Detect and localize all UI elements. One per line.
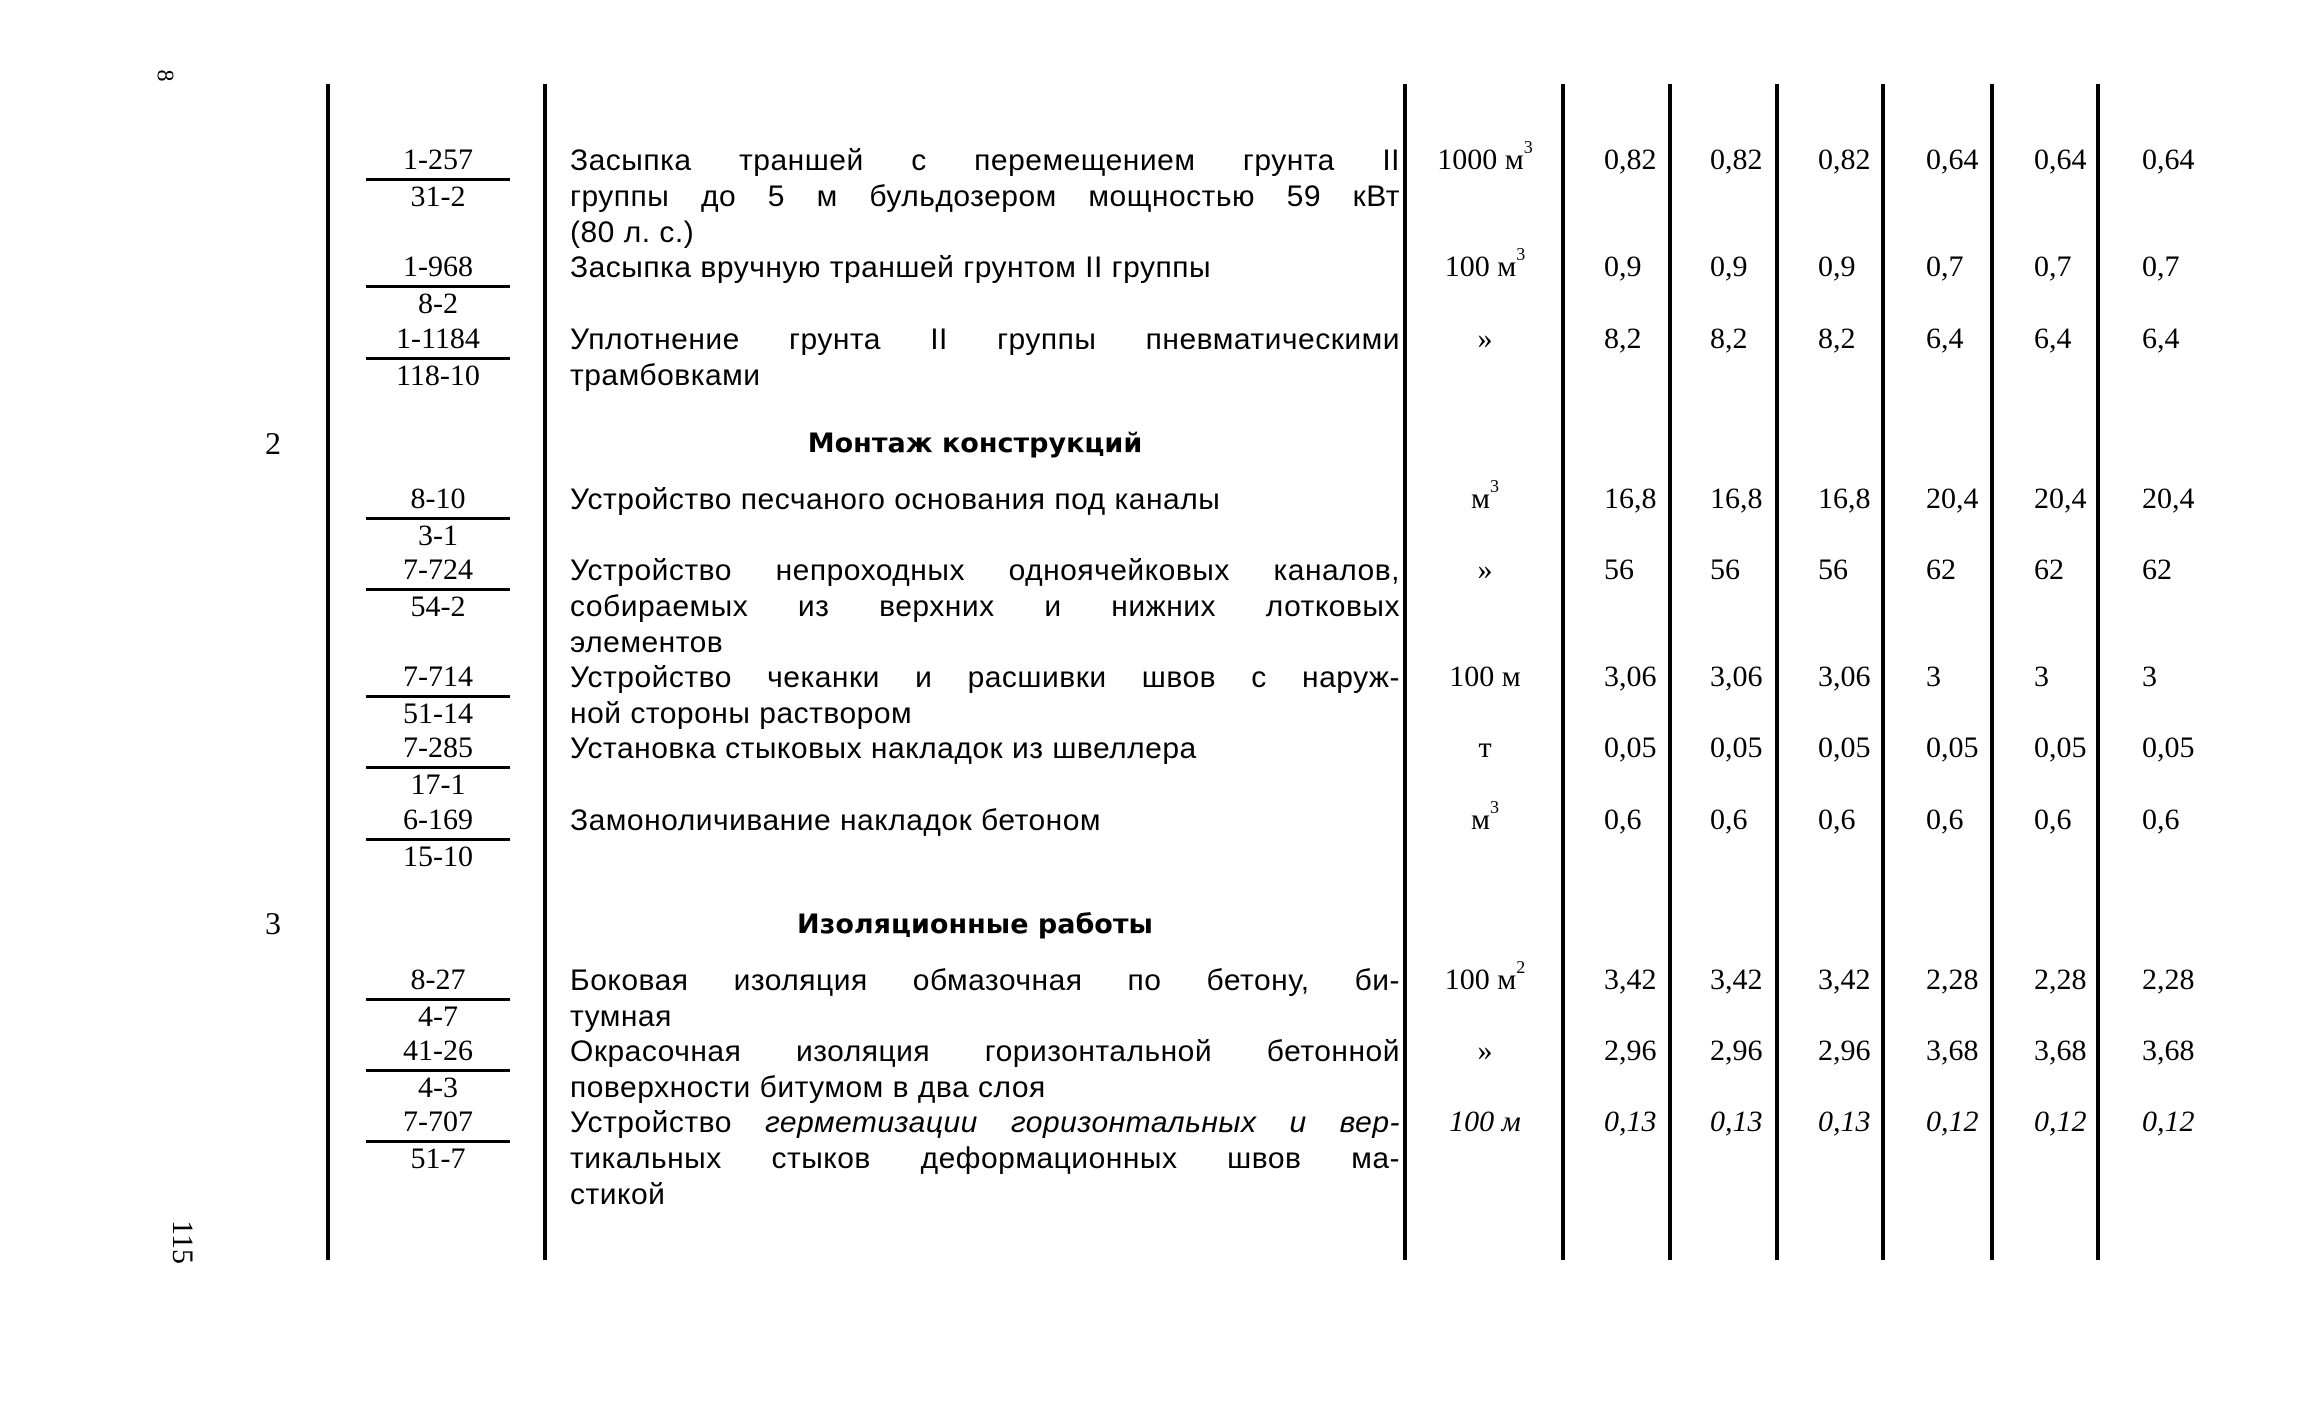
value-cell: 3,68 [2034, 1034, 2087, 1067]
value-cell: 3,42 [1604, 963, 1657, 996]
table-rule-desc [1403, 84, 1407, 1260]
value-cell: 0,6 [2034, 803, 2072, 836]
unit-label: 100 м [1444, 250, 1517, 283]
value-cell: 0,9 [1604, 250, 1642, 283]
value-cell: 0,12 [2142, 1105, 2195, 1138]
value-cell: 6,4 [1926, 322, 1964, 355]
value-cell: 0,9 [1710, 250, 1748, 283]
code-denominator: 31-2 [410, 180, 466, 213]
value-cell: 0,64 [1926, 143, 1979, 176]
unit-label: м [1471, 803, 1490, 836]
value-cell: 0,64 [2142, 143, 2195, 176]
desc-line: стикой [570, 1178, 666, 1211]
section-title: Изоляционные работы [797, 909, 1153, 940]
norm-code [366, 250, 510, 320]
value-cell: 20,4 [2142, 482, 2195, 515]
desc-line: Боковая изоляция обмазочная по бетону, би- [570, 964, 1400, 997]
unit [1408, 1105, 1562, 1139]
code-numerator: 1-968 [366, 250, 510, 288]
desc-line: Засыпка вручную траншей грунтом II группы [570, 251, 1212, 284]
work-description [570, 1034, 1400, 1106]
work-description [570, 143, 1400, 251]
value-cell: 0,82 [1818, 143, 1871, 176]
unit-label: » [1477, 322, 1493, 355]
desc-line: (80 л. с.) [570, 216, 695, 249]
code-denominator: 3-1 [418, 519, 458, 552]
unit-label: м [1471, 482, 1490, 515]
code-numerator: 1-1184 [366, 322, 510, 360]
work-description [570, 250, 1400, 286]
work-description [570, 482, 1400, 518]
desc-line: тумная [570, 1000, 672, 1033]
table-rule-v1 [1668, 84, 1672, 1260]
value-cell: 3 [2034, 660, 2049, 693]
code-numerator: 8-10 [366, 482, 510, 520]
work-description [570, 322, 1400, 394]
norm-code [366, 660, 510, 730]
value-cell: 0,12 [2034, 1105, 2087, 1138]
unit-label: 1000 м [1437, 143, 1524, 176]
norm-code [366, 963, 510, 1033]
code-numerator: 7-285 [366, 731, 510, 769]
unit [1408, 797, 1562, 837]
table-rule-v5 [2096, 84, 2100, 1260]
work-description [570, 803, 1400, 839]
desc-text-italic: герметизации горизонтальных и вер- [764, 1106, 1400, 1139]
unit [1408, 244, 1562, 284]
value-cell: 0,82 [1604, 143, 1657, 176]
unit-exponent: 2 [1516, 957, 1526, 977]
value-cell: 2,28 [2034, 963, 2087, 996]
norm-code [366, 803, 510, 873]
value-cell: 2,28 [1926, 963, 1979, 996]
desc-line: Устройство чеканки и расшивки швов с наруж- [570, 661, 1400, 694]
value-cell: 3,06 [1818, 660, 1871, 693]
value-cell: 0,05 [1604, 731, 1657, 764]
unit [1408, 322, 1562, 356]
unit [1408, 137, 1562, 177]
value-cell: 16,8 [1710, 482, 1763, 515]
desc-line: элементов [570, 626, 724, 659]
value-cell: 3,06 [1710, 660, 1763, 693]
desc-line: Устройство песчаного основания под каналы [570, 483, 1221, 516]
unit [1408, 553, 1562, 587]
desc-line: Устройство непроходных одноячейковых каналов, [570, 554, 1400, 587]
value-cell: 6,4 [2034, 322, 2072, 355]
value-cell: 56 [1710, 553, 1740, 586]
value-cell: 0,05 [1926, 731, 1979, 764]
value-cell: 0,05 [1710, 731, 1763, 764]
desc-line: Замоноличивание накладок бетоном [570, 804, 1102, 837]
value-cell: 2,96 [1818, 1034, 1871, 1067]
value-cell: 3 [2142, 660, 2157, 693]
work-description [570, 553, 1400, 661]
value-cell: 0,6 [1710, 803, 1748, 836]
code-denominator: 4-7 [418, 1000, 458, 1033]
section-number: 3 [265, 905, 281, 941]
desc-line: трамбовками [570, 359, 761, 392]
value-cell: 8,2 [1604, 322, 1642, 355]
desc-line: поверхности битумом в два слоя [570, 1071, 1046, 1104]
table-rule-v2 [1775, 84, 1779, 1260]
norm-code [366, 1105, 510, 1175]
value-cell: 16,8 [1604, 482, 1657, 515]
desc-line: ной стороны раствором [570, 697, 913, 730]
value-cell: 3,42 [1818, 963, 1871, 996]
value-cell: 2,96 [1604, 1034, 1657, 1067]
page-number: 115 [165, 1220, 199, 1264]
code-numerator: 41-26 [366, 1034, 510, 1072]
unit-exponent: 3 [1489, 476, 1499, 496]
value-cell: 0,12 [1926, 1105, 1979, 1138]
value-cell: 3,06 [1604, 660, 1657, 693]
value-cell: 56 [1818, 553, 1848, 586]
unit-exponent: 3 [1523, 137, 1533, 157]
value-cell: 2,28 [2142, 963, 2195, 996]
value-cell: 62 [2142, 553, 2172, 586]
value-cell: 16,8 [1818, 482, 1871, 515]
table-rule-v4 [1990, 84, 1994, 1260]
norm-code [366, 143, 510, 213]
unit-label: » [1477, 553, 1493, 586]
value-cell: 0,05 [2142, 731, 2195, 764]
section-number: 2 [265, 425, 281, 461]
value-cell: 0,64 [2034, 143, 2087, 176]
table-rule-left [326, 84, 330, 1260]
code-denominator: 15-10 [403, 840, 473, 873]
value-cell: 0,6 [1818, 803, 1856, 836]
unit-label: 100 м [1449, 1105, 1521, 1138]
code-denominator: 17-1 [410, 768, 466, 801]
value-cell: 3 [1926, 660, 1941, 693]
unit-exponent: 3 [1489, 797, 1499, 817]
work-description [570, 963, 1400, 1035]
unit-label: т [1478, 731, 1492, 764]
unit [1408, 1034, 1562, 1068]
desc-line: группы до 5 м бульдозером мощностью 59 кВт [570, 180, 1400, 213]
code-numerator: 8-27 [366, 963, 510, 1001]
unit [1408, 476, 1562, 516]
code-numerator: 6-169 [366, 803, 510, 841]
unit-label: 100 м [1449, 660, 1521, 693]
norm-code [366, 322, 510, 392]
code-numerator: 7-707 [366, 1105, 510, 1143]
unit [1408, 731, 1562, 765]
value-cell: 0,05 [2034, 731, 2087, 764]
norm-code [366, 731, 510, 801]
code-denominator: 51-7 [410, 1142, 466, 1175]
code-denominator: 4-3 [418, 1071, 458, 1104]
desc-line: тикальных стыков деформационных швов ма- [570, 1142, 1400, 1175]
table-rule-v3 [1881, 84, 1885, 1260]
value-cell: 0,6 [2142, 803, 2180, 836]
unit-label: 100 м [1444, 963, 1517, 996]
unit [1408, 957, 1562, 997]
unit [1408, 660, 1562, 694]
value-cell: 6,4 [2142, 322, 2180, 355]
value-cell: 0,9 [1818, 250, 1856, 283]
value-cell: 0,6 [1926, 803, 1964, 836]
code-denominator: 8-2 [418, 287, 458, 320]
unit-label: » [1477, 1034, 1493, 1067]
code-denominator: 51-14 [403, 697, 473, 730]
value-cell: 3,68 [2142, 1034, 2195, 1067]
norm-code [366, 1034, 510, 1104]
desc-line: Окрасочная изоляция горизонтальной бетонной [570, 1035, 1400, 1068]
value-cell: 3,42 [1710, 963, 1763, 996]
page-corner-mark: 8 [151, 69, 178, 82]
code-numerator: 1-257 [366, 143, 510, 181]
work-description [570, 660, 1400, 732]
value-cell: 0,13 [1604, 1105, 1657, 1138]
value-cell: 0,7 [2034, 250, 2072, 283]
desc-line: Засыпка траншей с перемещением грунта II [570, 144, 1400, 177]
value-cell: 3,68 [1926, 1034, 1979, 1067]
value-cell: 0,6 [1604, 803, 1642, 836]
value-cell: 2,96 [1710, 1034, 1763, 1067]
code-denominator: 54-2 [410, 590, 466, 623]
table-rule-code [543, 84, 547, 1260]
unit-exponent: 3 [1516, 244, 1526, 264]
desc-line: Уплотнение грунта II группы пневматическими [570, 323, 1400, 356]
value-cell: 0,13 [1710, 1105, 1763, 1138]
code-numerator: 7-724 [366, 553, 510, 591]
norm-code [366, 482, 510, 552]
work-description [570, 1105, 1400, 1213]
desc-line: Установка стыковых накладок из швеллера [570, 732, 1197, 765]
value-cell: 0,13 [1818, 1105, 1871, 1138]
value-cell: 0,82 [1710, 143, 1763, 176]
work-description [570, 731, 1400, 767]
value-cell: 20,4 [2034, 482, 2087, 515]
section-title: Монтаж конструкций [807, 428, 1143, 459]
desc-line: собираемых из верхних и нижних лотковых [570, 590, 1400, 623]
value-cell: 8,2 [1818, 322, 1856, 355]
value-cell: 62 [2034, 553, 2064, 586]
code-denominator: 118-10 [396, 359, 480, 392]
value-cell: 20,4 [1926, 482, 1979, 515]
value-cell: 0,05 [1818, 731, 1871, 764]
desc-line [570, 1105, 1400, 1141]
code-numerator: 7-714 [366, 660, 510, 698]
value-cell: 62 [1926, 553, 1956, 586]
value-cell: 0,7 [1926, 250, 1964, 283]
value-cell: 56 [1604, 553, 1634, 586]
value-cell: 0,7 [2142, 250, 2180, 283]
desc-text: Устройство [570, 1106, 765, 1139]
value-cell: 8,2 [1710, 322, 1748, 355]
norm-code [366, 553, 510, 623]
